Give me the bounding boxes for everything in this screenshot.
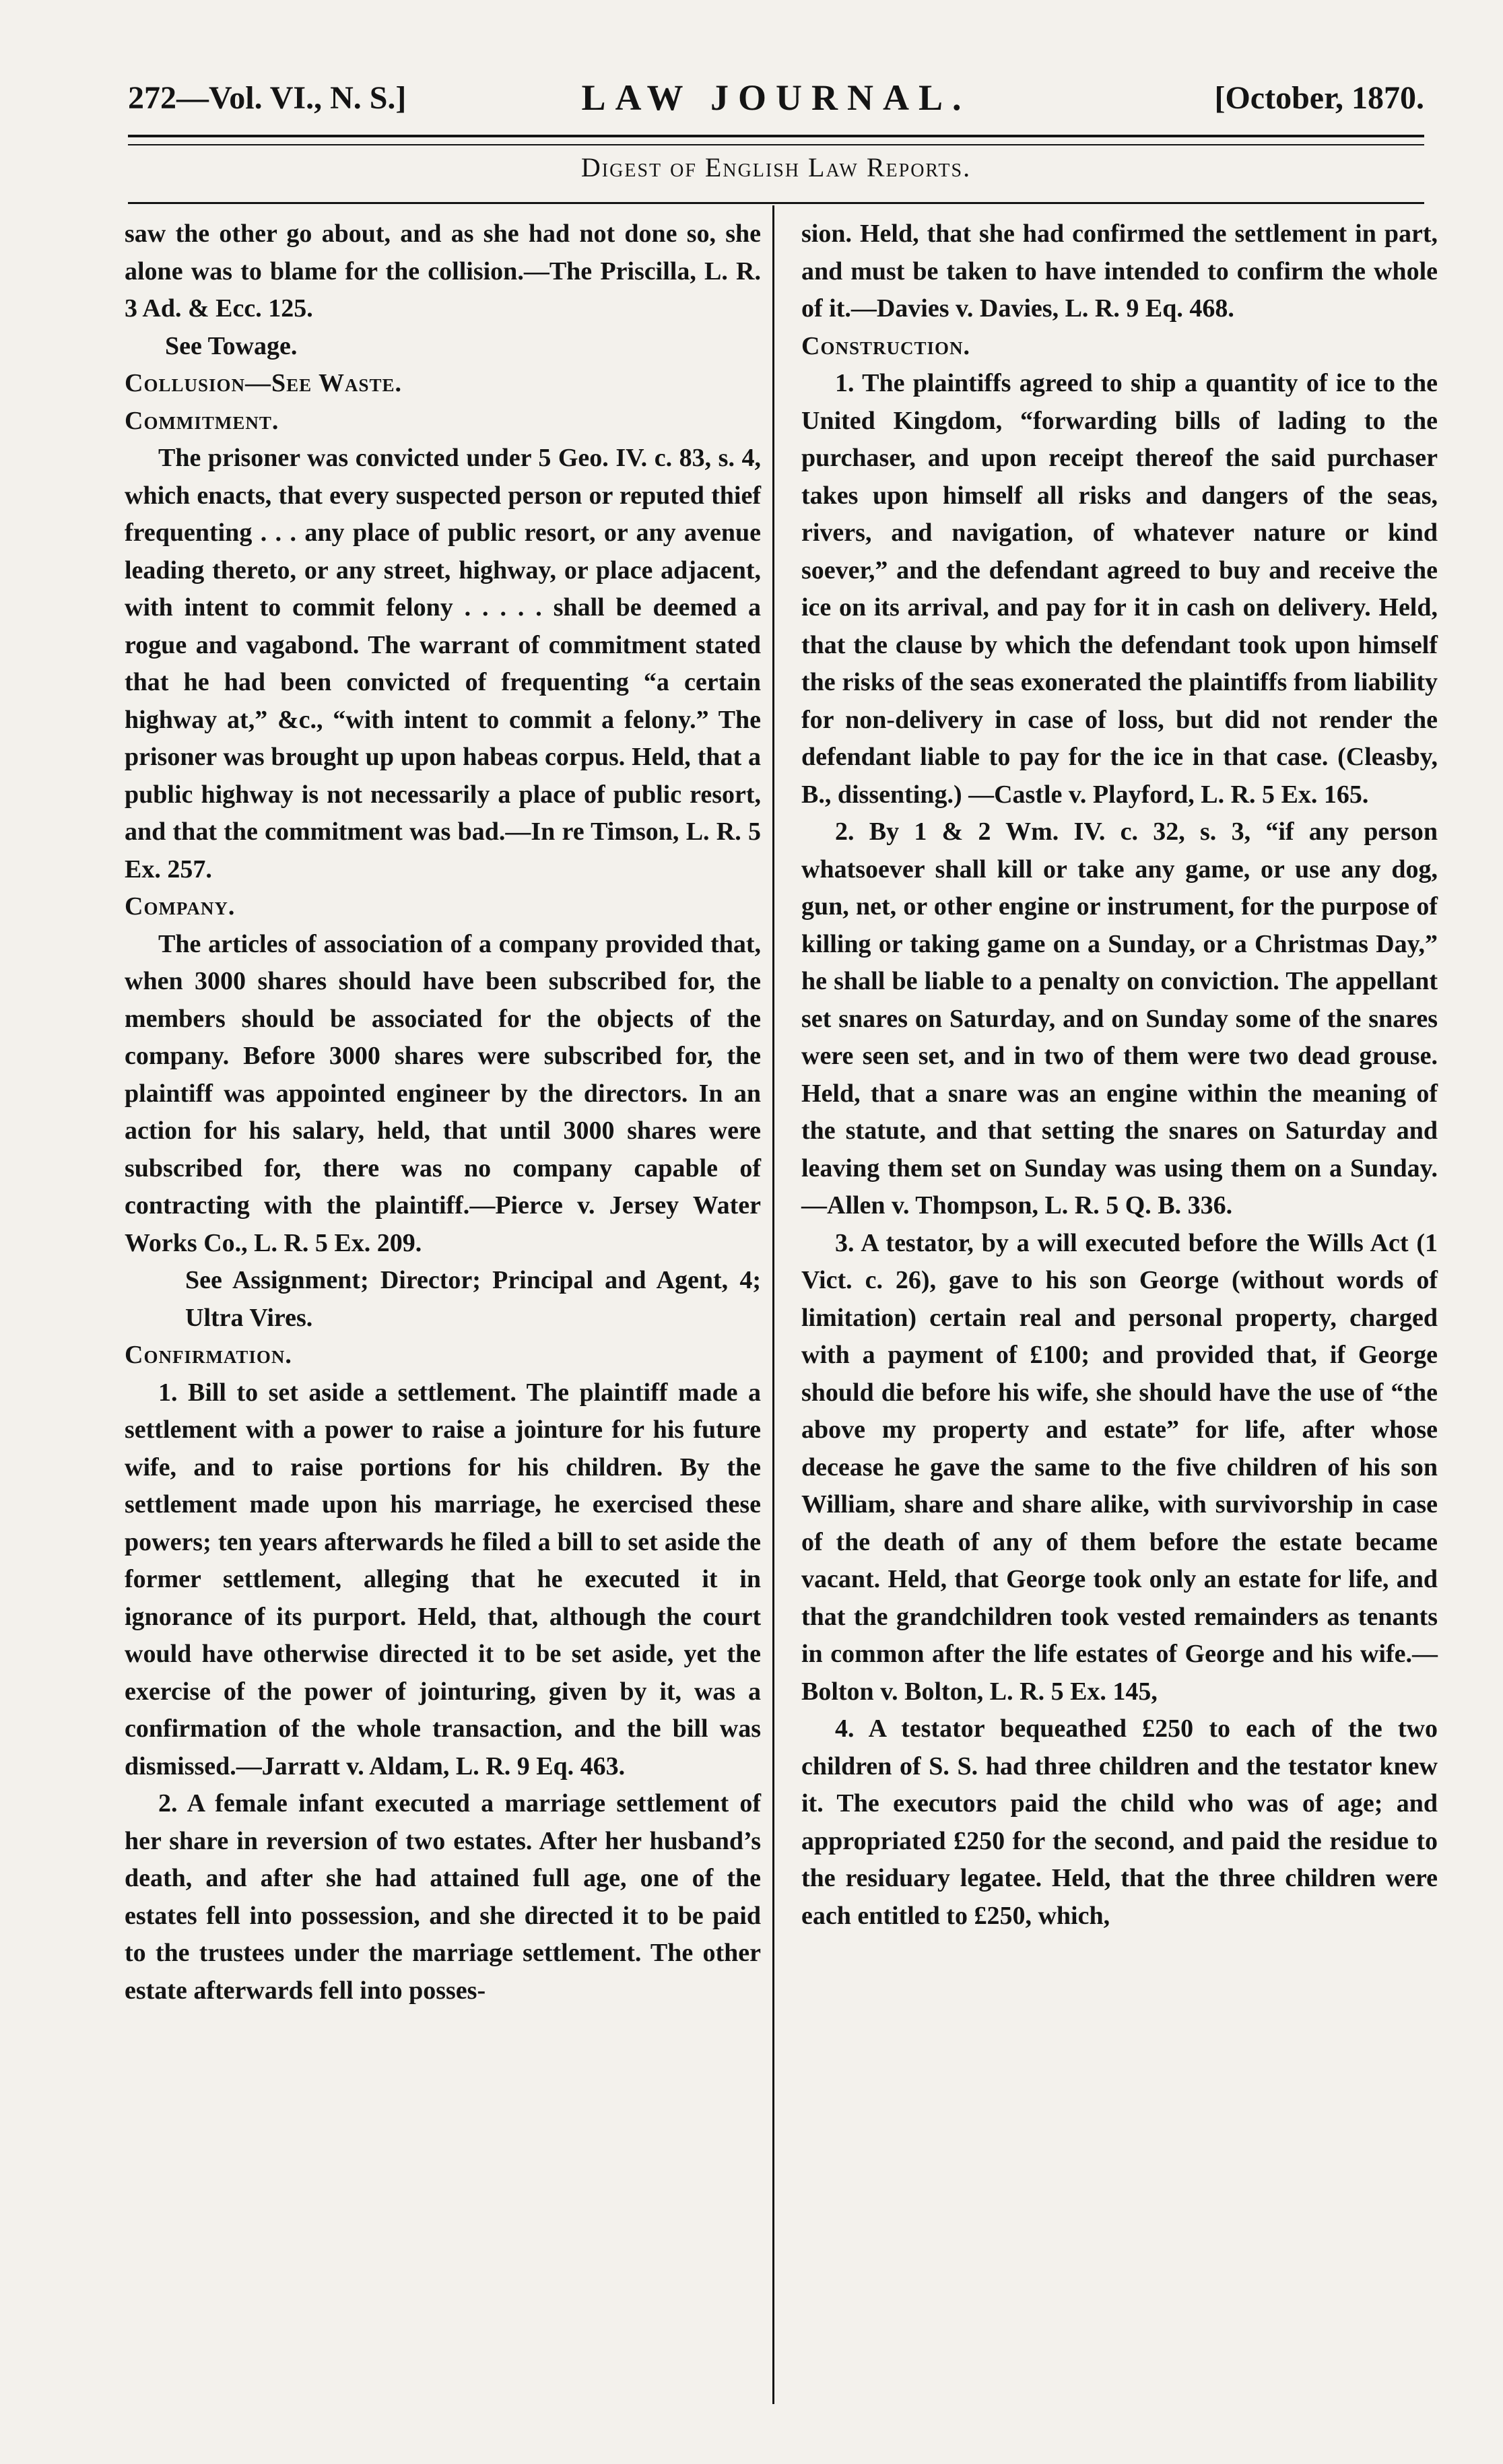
paragraph-construction-1: 1. The plaintiffs agreed to ship a quantity of ice to the United Kingdom, “forwarding bills of lading to the purchaser, and upon receipt thereof the said purchaser takes upon himself all risks and dangers of the seas, rivers, and navigation, of whatever nature or kind soever,” and the defendant agreed to buy and receive the ice on its arrival, and pay for it in cash on delivery. Held, that the clause by which the defendant took upon himself the risks of the seas exonerated the plaintiffs from liability for non-delivery in case of loss, but did not render the defendant liable to pay for the ice in that case. (Cleasby, B., dissenting.) —Castle v. Playford, L. R. 5 Ex. 165. [801, 369, 1438, 809]
section-title: Digest of English Law Reports. [580, 152, 972, 182]
section-rule [128, 202, 1424, 204]
heading-company: Company. [125, 892, 236, 921]
heading-commitment: Commitment. [125, 406, 279, 435]
paragraph-construction-4: 4. A testator bequeathed £250 to each of the two children of S. S. had three children and the testator knew it. The executors paid the child who was of age; and appropriated £250 for the second, and paid the residue to the residuary legatee. Held, that the three children were each entitled to £250, which, [801, 1714, 1438, 1930]
paragraph-confirmation-2: 2. A female infant executed a marriage settlement of her share in reversion of two estates. After her husband’s death, and after she had attained full age, one of the estates fell into possession, and she directed it to be paid to the trustees under the marriage settlement. The other estate afterwards fell into posses- [125, 1789, 761, 2005]
right-column [801, 215, 1438, 1935]
cross-reference: See Assignment; Director; Principal and Agent, 4; Ultra Vires. [185, 1266, 761, 1332]
paragraph-construction-3: 3. A testator, by a will executed before the Wills Act (1 Vict. c. 26), gave to his son George (without words of limitation) certain real and personal property, charged with a payment of £100; and provided that, if George should die before his wife, she should have the use of “the above my property and estate” for life, after whose decease he gave the same to the five children of his son William, share and share alike, with survivorship in case of the death of any of them before the estate became vacant. Held, that George took only an estate for life, and that the grandchildren took vested remainders as tenants in common after the life estates of George and his wife.—Bolton v. Bolton, L. R. 5 Ex. 145, [801, 1228, 1438, 1706]
column-divider [772, 205, 774, 2404]
cross-reference: See Towage. [165, 331, 298, 360]
journal-title: LAW JOURNAL. [581, 77, 971, 118]
paragraph-commitment: The prisoner was convicted under 5 Geo. IV. c. 83, s. 4, which enacts, that every suspected person or reputed thief frequenting . . . any place of public resort, or any avenue leading thereto, or any street, highway, or place adjacent, with intent to commit felony . . . . . shall be deemed a rogue and vagabond. The warrant of commitment stated that he had been convicted of frequenting “a certain highway at,” &c., “with intent to commit a felony.” The prisoner was brought up upon habeas corpus. Held, that a public highway is not necessarily a place of public resort, and that the commitment was bad.—In re Timson, L. R. 5 Ex. 257. [125, 444, 761, 884]
heading-construction: Construction. [801, 331, 970, 360]
heading-confirmation: Confirmation. [125, 1341, 292, 1369]
paragraph-confirmation-1: 1. Bill to set aside a settlement. The plaintiff made a settlement with a power to raise a jointure for his future wife, and to raise portions for his children. By the settlement made upon his marriage, he exercised these powers; ten years afterwards he filed a bill to set aside the former settlement, alleging that he executed it in ignorance of its purport. Held, that, although the court would have otherwise directed it to be set aside, yet the exercise of the power of jointuring, given by it, was a confirmation of the whole transaction, and the bill was dismissed.—Jarratt v. Aldam, L. R. 9 Eq. 463. [125, 1378, 761, 1780]
header-double-rule [128, 135, 1424, 145]
running-header [128, 67, 1424, 128]
paragraph-construction-2: 2. By 1 & 2 Wm. IV. c. 32, s. 3, “if any person whatsoever shall kill or take any game, or use any dog, gun, net, or other engine or instrument, for the purpose of killing or taking game on a Sunday, or a Christmas Day,” he shall be liable to a penalty on conviction. The appellant set snares on Saturday, and on Sunday some of the snares were seen set, and in two of them were two dead grouse. Held, that a snare was an engine within the meaning of the statute, and that setting the snares on Saturday and leaving them set on Sunday was using them on a Sunday.—Allen v. Thompson, L. R. 5 Q. B. 336. [801, 818, 1438, 1220]
issue-date: [October, 1870. [1214, 80, 1424, 116]
paragraph-continued: saw the other go about, and as she had not done so, she alone was to blame for the collision.—The Priscilla, L. R. 3 Ad. & Ecc. 125. [125, 220, 761, 323]
heading-collusion: Collusion—See Waste. [125, 369, 402, 397]
page-number-volume: 272—Vol. VI., N. S.] [128, 80, 407, 116]
left-column [125, 215, 761, 2009]
paragraph-continued: sion. Held, that she had confirmed the settlement in part, and must be taken to have intended to confirm the whole of it.—Davies v. Davies, L. R. 9 Eq. 468. [801, 220, 1438, 323]
paragraph-company: The articles of association of a company provided that, when 3000 shares should have been subscribed for, the members should be associated for the objects of the company. Before 3000 shares were subscribed for, the plaintiff was appointed engineer by the directors. In an action for his salary, held, that until 3000 shares were subscribed for, there was no company capable of contracting with the plaintiff.—Pierce v. Jersey Water Works Co., L. R. 5 Ex. 209. [125, 929, 761, 1257]
